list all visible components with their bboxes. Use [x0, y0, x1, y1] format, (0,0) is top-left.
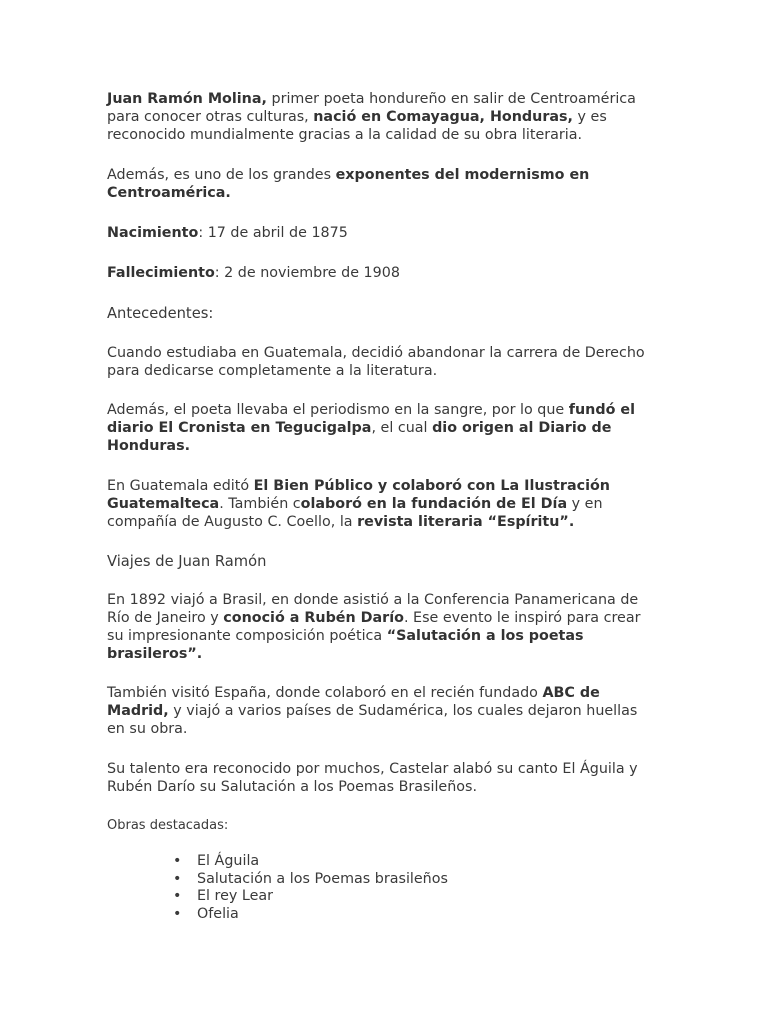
list-item	[173, 906, 448, 924]
antecedentes-heading: Antecedentes:	[107, 305, 214, 322]
bullet-icon: •	[173, 905, 182, 922]
cronista-bold: fundó el diario El Cronista en Tegucigalpa	[107, 402, 635, 436]
modernism-paragraph	[107, 166, 652, 202]
salutacion-bold: “Salutación a los poetas brasileros”.	[107, 628, 584, 662]
intro-text: primer poeta hondureño en salir de Centroamérica para conocer otras culturas,	[107, 91, 636, 125]
bullet-icon: •	[173, 888, 182, 904]
poet-name: Juan Ramón Molina,	[107, 91, 267, 107]
journalism-text: Además, el poeta llevaba el periodismo en la sangre, por lo que	[107, 402, 569, 418]
list-item	[173, 888, 448, 906]
work-title: Ofelia	[197, 905, 239, 922]
brasil-text-mid: . Ese evento le inspiró para crear su impresionante composición poética	[107, 610, 641, 644]
work-title: El Águila	[197, 853, 260, 869]
birth-date: : 17 de abril de 1875	[198, 225, 348, 241]
journalism-text-mid: , el cual	[371, 420, 433, 436]
death-line	[107, 264, 652, 282]
brasil-text: En 1892 viajó a Brasil, en donde asistió a la Conferencia Panamericana de Río de Janeiro y	[107, 592, 639, 626]
guatemala-text-mid: . También c	[219, 496, 301, 512]
modernism-text: Además, es uno de los grandes	[107, 167, 336, 183]
guatemala-text: En Guatemala editó	[107, 478, 254, 494]
death-date: : 2 de noviembre de 1908	[214, 265, 400, 281]
modernism-bold: exponentes del modernismo en Centroamérica.	[107, 167, 590, 201]
dario-bold: conoció a Rubén Darío	[223, 610, 404, 626]
brasil-paragraph	[107, 591, 652, 663]
intro-text-end: y es reconocido mundialmente gracias a la calidad de su obra literaria.	[107, 109, 607, 143]
work-title: El rey Lear	[197, 888, 274, 904]
viajes-heading: Viajes de Juan Ramón	[107, 553, 267, 570]
guatemala-text-end: y en compañía de Augusto C. Coello, la	[107, 496, 603, 530]
abc-madrid-bold: ABC de Madrid,	[107, 685, 600, 719]
bullet-icon: •	[173, 853, 182, 869]
birth-line	[107, 224, 652, 242]
birthplace-bold: nació en Comayagua, Honduras,	[313, 109, 573, 125]
bullet-icon: •	[173, 870, 182, 887]
work-title: Salutación a los Poemas brasileños	[197, 870, 448, 887]
death-label: Fallecimiento	[107, 265, 215, 281]
obras-heading: Obras destacadas:	[107, 818, 229, 833]
espana-text: También visitó España, donde colaboró en el recién fundado	[107, 685, 543, 701]
el-dia-bold: olaboró en la fundación de El Día	[300, 496, 568, 512]
guatemala-paragraph	[107, 477, 652, 531]
espiritu-bold: revista literaria “Espíritu”.	[357, 514, 575, 530]
espana-text-end: y viajó a varios países de Sudamérica, los cuales dejaron huellas en su obra.	[107, 703, 638, 737]
studies-paragraph: Cuando estudiaba en Guatemala, decidió abandonar la carrera de Derecho para dedicarse completamente a la literatura.	[107, 345, 645, 379]
journalism-paragraph	[107, 401, 652, 455]
diario-honduras-bold: dio origen al Diario de Honduras.	[107, 420, 612, 454]
espana-paragraph	[107, 684, 652, 738]
list-item	[173, 853, 448, 871]
list-item	[173, 871, 448, 889]
birth-label: Nacimiento	[107, 225, 199, 241]
bien-publico-bold: El Bien Público y colaboró con La Ilustración Guatemalteca	[107, 478, 610, 512]
intro-paragraph	[107, 90, 652, 144]
works-list	[173, 853, 448, 923]
talento-paragraph: Su talento era reconocido por muchos, Castelar alabó su canto El Águila y Rubén Darío su Salutación a los Poemas Brasileños.	[107, 761, 638, 795]
